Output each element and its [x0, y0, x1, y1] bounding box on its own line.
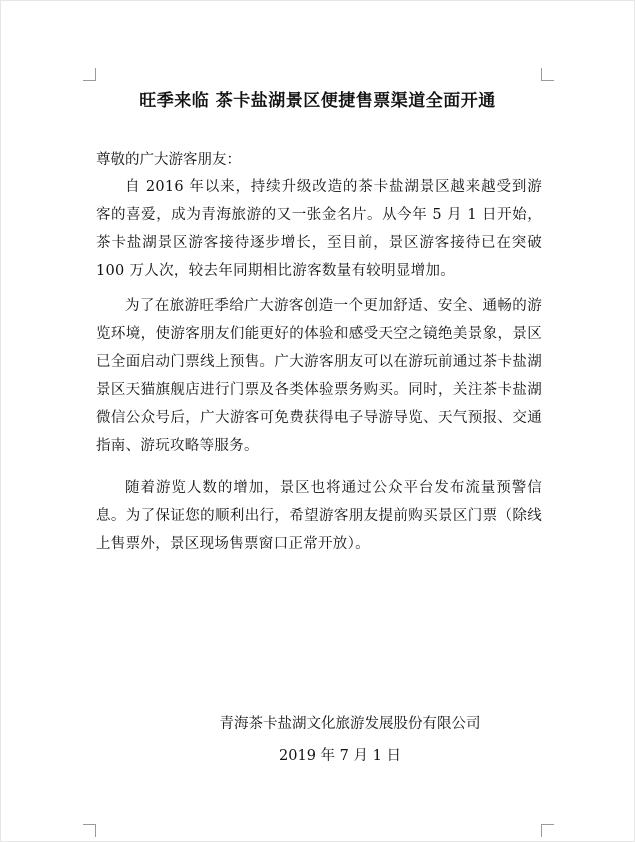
- paragraph-3: 随着游览人数的增加，景区也将通过公众平台发布流量预警信息。为了保证您的顺利出行，希望游客朋友提前购买景区门票（除线上售票外，景区现场售票窗口正常开放）。: [96, 480, 542, 552]
- margin-mark-top-right: [541, 68, 554, 81]
- signer-organization: 青海茶卡盐湖文化旅游发展股份有限公司: [219, 716, 481, 732]
- document-title: 旺季来临 茶卡盐湖景区便捷售票渠道全面开通: [139, 91, 496, 111]
- salutation: 尊敬的广大游客朋友：: [96, 152, 241, 168]
- margin-mark-top-left: [83, 68, 96, 81]
- margin-mark-bottom-right: [541, 824, 554, 837]
- signature-date: 2019 年 7 月 1 日: [279, 748, 401, 764]
- margin-mark-bottom-left: [83, 824, 96, 837]
- paragraph-2: 为了在旅游旺季给广大游客创造一个更加舒适、安全、通畅的游览环境，使游客朋友们能更好的体验和感受天空之镜绝美景象，景区已全面启动门票线上预售。广大游客朋友可以在游玩前通过茶卡盐湖景区天猫旗舰店进行门票及各类体验票务购买。同时，关注茶卡盐湖微信公众号后，广大游客可免费获得电子导游导览、天气预报、交通指南、游玩攻略等服务。: [96, 298, 542, 454]
- paragraph-1: 自 2016 年以来，持续升级改造的茶卡盐湖景区越来越受到游客的喜爱，成为青海旅游的又一张金名片。从今年 5 月 1 日开始，茶卡盐湖景区游客接待逐步增长，至目前，景区游客接待已在突破 100 万人次，较去年同期相比游客数量有较明显增加。: [96, 179, 542, 279]
